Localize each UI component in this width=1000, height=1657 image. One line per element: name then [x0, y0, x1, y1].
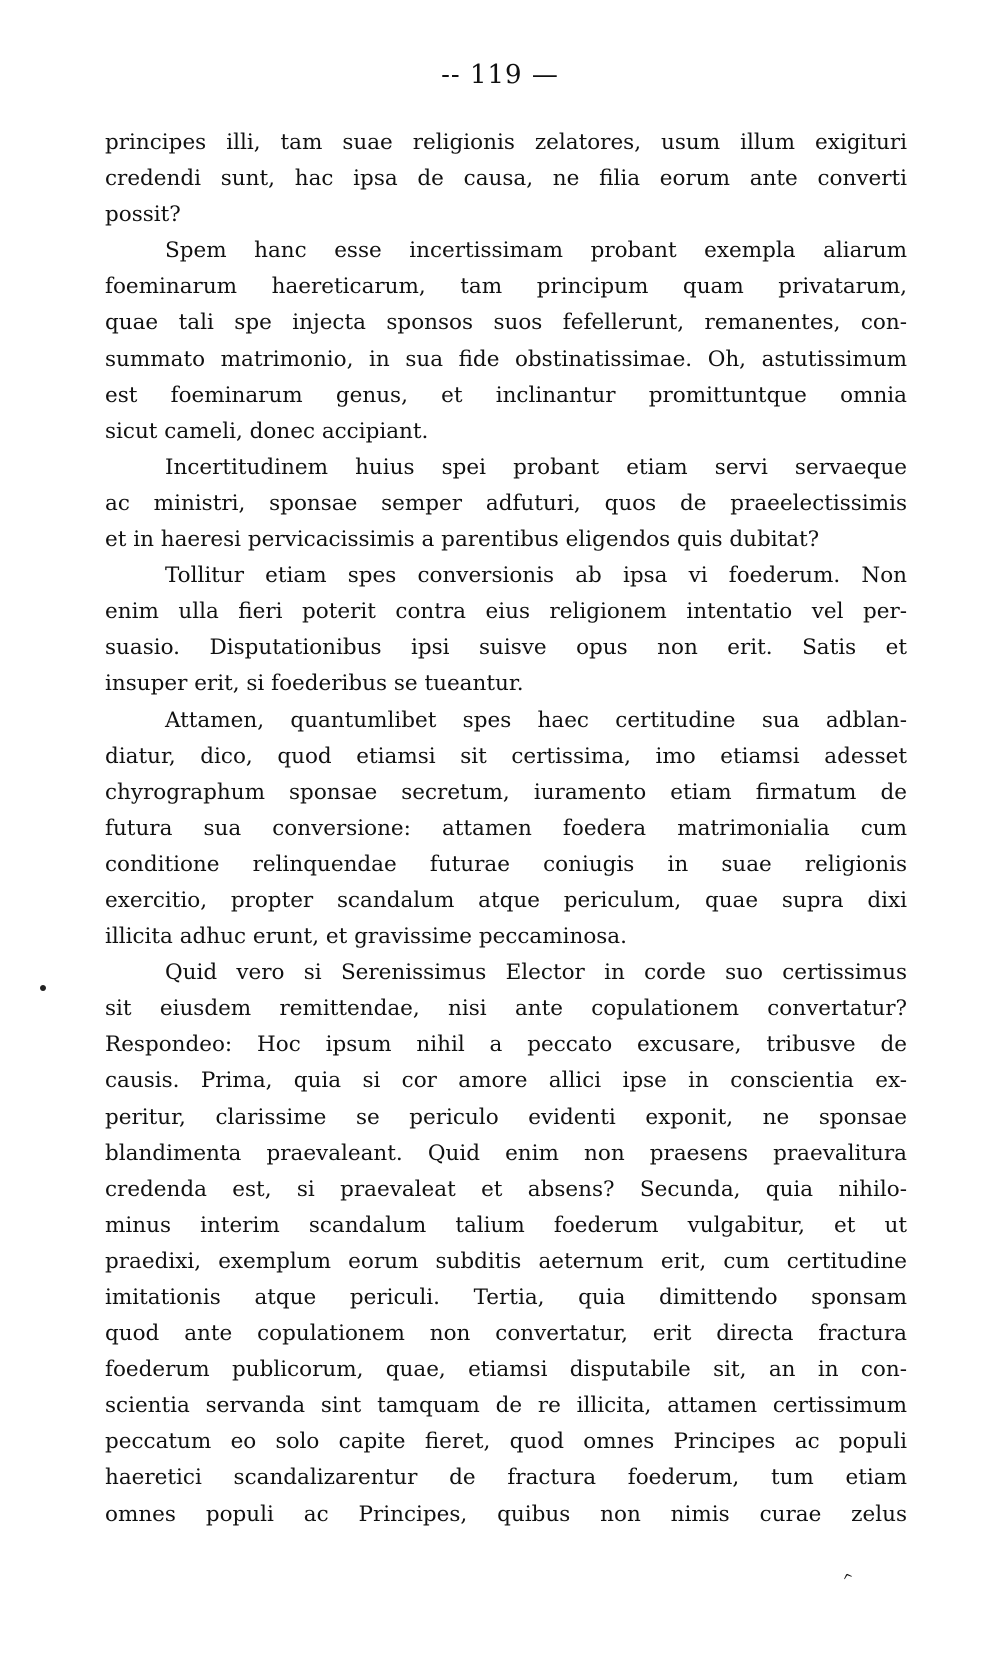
text-line: haeretici scandalizarentur de fractura foederum, tum etiam	[105, 1465, 907, 1491]
text-line: Tollitur etiam spes conversionis ab ipsa vi foederum. Non	[165, 563, 907, 589]
text-line: imitationis atque periculi. Tertia, quia dimittendo sponsam	[105, 1285, 907, 1310]
text-line: peccatum eo solo capite fieret, quod omnes Principes ac populi	[105, 1429, 907, 1455]
text-line: illicita adhuc erunt, et gravissime peccaminosa.	[105, 924, 627, 950]
text-line: peritur, clarissime se periculo evidenti exponit, ne sponsae	[105, 1104, 907, 1130]
text-line: foeminarum haereticarum, tam principum quam privatarum,	[105, 274, 907, 300]
page-number: -- 119 —	[441, 60, 559, 90]
text-line: chyrographum sponsae secretum, iuramento etiam firmatum de	[105, 779, 907, 805]
text-line: Respondeo: Hoc ipsum nihil a peccato excusare, tribusve de	[105, 1032, 907, 1058]
text-line: et in haeresi pervicacissimis a parentibus eligendos quis dubitat?	[105, 527, 820, 553]
text-line: futura sua conversione: attamen foedera matrimonialia cum	[105, 815, 907, 841]
text-line: Spem hanc esse incertissimam probant exempla aliarum	[165, 238, 907, 264]
catchword-mark: ^	[840, 1570, 858, 1590]
text-line: possit?	[105, 202, 181, 228]
text-line: conditione relinquendae futurae coniugis in suae religionis	[105, 851, 907, 877]
text-line: praedixi, exemplum eorum subditis aeternum erit, cum certitudine	[105, 1248, 907, 1274]
text-line: Attamen, quantumlibet spes haec certitudine sua adblan-	[165, 707, 907, 733]
text-line: foederum publicorum, quae, etiamsi disputabile sit, an in con-	[105, 1357, 907, 1383]
text-line: omnes populi ac Principes, quibus non nimis curae zelus	[105, 1501, 907, 1527]
text-line: Quid vero si Serenissimus Elector in corde suo certissimus	[165, 960, 907, 986]
text-line: quod ante copulationem non convertatur, erit directa fractura	[105, 1321, 907, 1347]
text-line: insuper erit, si foederibus se tueantur.	[105, 671, 524, 697]
text-line: minus interim scandalum talium foederum vulgabitur, et ut	[105, 1212, 907, 1238]
text-line: diatur, dico, quod etiamsi sit certissima, imo etiamsi adesset	[105, 743, 907, 769]
text-line: principes illi, tam suae religionis zelatores, usum illum exigituri	[105, 130, 907, 155]
text-line: credenda est, si praevaleat et absens? Secunda, quia nihilo-	[105, 1176, 907, 1202]
margin-mark	[40, 985, 46, 991]
text-line: ac ministri, sponsae semper adfuturi, quos de praeelectissimis	[105, 490, 907, 516]
text-line: quae tali spe injecta sponsos suos fefellerunt, remanentes, con-	[105, 310, 907, 336]
body-text	[105, 125, 907, 1533]
text-line: credendi sunt, hac ipsa de causa, ne filia eorum ante converti	[105, 166, 907, 192]
text-line: suasio. Disputationibus ipsi suisve opus non erit. Satis et	[105, 635, 907, 661]
text-line: sit eiusdem remittendae, nisi ante copulationem convertatur?	[105, 996, 907, 1022]
text-line: enim ulla fieri poterit contra eius religionem intentatio vel per-	[105, 599, 907, 625]
text-line: exercitio, propter scandalum atque periculum, quae supra dixi	[105, 887, 907, 913]
text-line: sicut cameli, donec accipiant.	[105, 418, 429, 444]
text-line: blandimenta praevaleant. Quid enim non praesens praevalitura	[105, 1140, 907, 1166]
text-line: summato matrimonio, in sua fide obstinatissimae. Oh, astutissimum	[105, 346, 907, 372]
text-line: est foeminarum genus, et inclinantur promittuntque omnia	[105, 382, 907, 408]
text-line: scientia servanda sint tamquam de re illicita, attamen certissimum	[105, 1393, 907, 1419]
text-line: Incertitudinem huius spei probant etiam servi servaeque	[165, 454, 907, 480]
text-line: causis. Prima, quia si cor amore allici ipse in conscientia ex-	[105, 1068, 907, 1094]
